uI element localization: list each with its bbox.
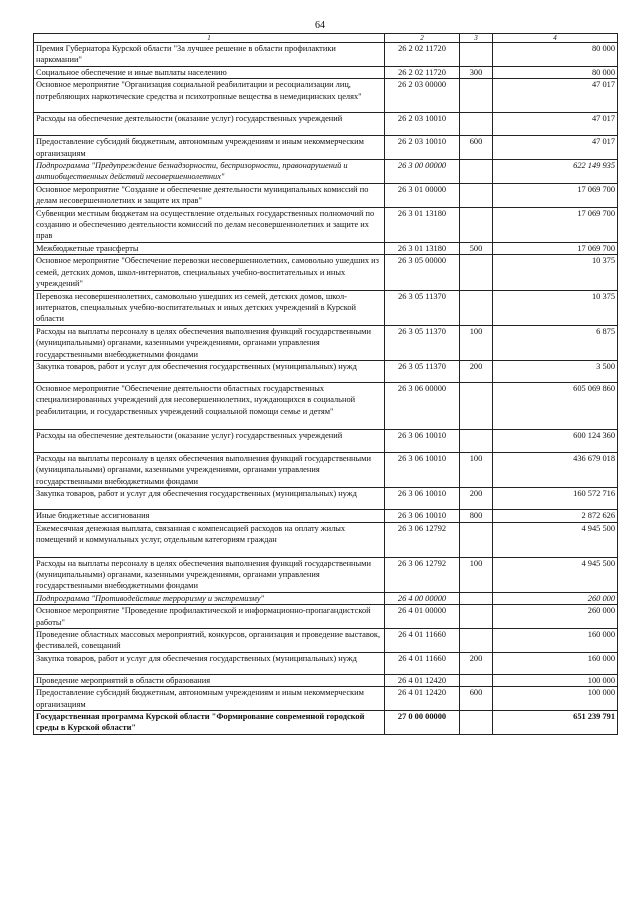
row-vr-cell (460, 207, 493, 242)
row-name-cell: Иные бюджетные ассигнования (34, 510, 385, 522)
row-vr-cell: 600 (460, 136, 493, 160)
table-row (34, 79, 618, 113)
row-name-cell: Закупка товаров, работ и услуг для обеспечения государственных (муниципальных) нужд (34, 488, 385, 510)
table-row (34, 183, 618, 207)
row-vr-cell (460, 592, 493, 604)
row-name-cell: Расходы на выплаты персоналу в целях обеспечения выполнения функций государственными (муниципальными) органами, казенными учреждениями, органами управления государственными внебюджетными фондами (34, 325, 385, 360)
row-code-cell: 26 3 06 10010 (385, 452, 460, 487)
row-sum-cell: 260 000 (493, 605, 618, 629)
row-vr-cell (460, 113, 493, 136)
table-row (34, 136, 618, 160)
row-vr-cell: 100 (460, 557, 493, 592)
row-vr-cell (460, 711, 493, 735)
row-code-cell: 26 3 06 12792 (385, 522, 460, 557)
row-sum-cell: 17 069 700 (493, 242, 618, 254)
table-row (34, 510, 618, 522)
table-row (34, 592, 618, 604)
row-sum-cell: 3 500 (493, 360, 618, 382)
row-vr-cell (460, 43, 493, 67)
row-sum-cell: 160 000 (493, 629, 618, 653)
row-sum-cell: 47 017 (493, 136, 618, 160)
row-code-cell: 27 0 00 00000 (385, 711, 460, 735)
table-row (34, 113, 618, 136)
row-sum-cell: 80 000 (493, 43, 618, 67)
row-sum-cell: 260 000 (493, 592, 618, 604)
row-sum-cell: 6 875 (493, 325, 618, 360)
row-sum-cell: 10 375 (493, 290, 618, 325)
row-name-cell: Премия Губернатора Курской области "За лучшее решение в области профилактики наркомании" (34, 43, 385, 67)
row-vr-cell (460, 522, 493, 557)
row-sum-cell: 80 000 (493, 66, 618, 78)
table-row (34, 605, 618, 629)
row-code-cell: 26 2 03 10010 (385, 113, 460, 136)
column-number: 1 (34, 34, 385, 43)
row-code-cell: 26 2 02 11720 (385, 66, 460, 78)
budget-table (33, 33, 618, 735)
row-vr-cell (460, 79, 493, 113)
table-row (34, 66, 618, 78)
row-vr-cell (460, 382, 493, 429)
row-vr-cell: 200 (460, 652, 493, 674)
row-code-cell: 26 3 00 00000 (385, 160, 460, 184)
row-code-cell: 26 3 06 10010 (385, 488, 460, 510)
row-name-cell: Основное мероприятие "Организация социальной реабилитации и ресоциализации лиц, потребляющих наркотические средства и психотропные вещества в немедицинских целях" (34, 79, 385, 113)
table-row (34, 160, 618, 184)
row-name-cell: Социальное обеспечение и иные выплаты населению (34, 66, 385, 78)
table-row (34, 687, 618, 711)
row-code-cell: 26 4 01 11660 (385, 652, 460, 674)
row-code-cell: 26 3 01 13180 (385, 242, 460, 254)
row-vr-cell (460, 290, 493, 325)
row-name-cell: Основное мероприятие "Обеспечение перевозки несовершеннолетних, самовольно ушедших из семей, детских домов, школ-интернатов, специальных учебно-воспитательных и иных учреждений" (34, 255, 385, 290)
row-name-cell: Проведение областных массовых мероприятий, конкурсов, организация и проведение выставок, фестивалей, совещаний (34, 629, 385, 653)
row-code-cell: 26 4 01 11660 (385, 629, 460, 653)
row-code-cell: 26 3 06 10010 (385, 429, 460, 452)
table-row (34, 382, 618, 429)
row-code-cell: 26 2 03 00000 (385, 79, 460, 113)
row-vr-cell: 200 (460, 488, 493, 510)
row-name-cell: Основное мероприятие "Проведение профилактической и информационно-пропагандистской работы" (34, 605, 385, 629)
table-row (34, 325, 618, 360)
row-name-cell: Расходы на обеспечение деятельности (оказание услуг) государственных учреждений (34, 113, 385, 136)
row-name-cell: Государственная программа Курской области "Формирование современной городской среды в Курской области" (34, 711, 385, 735)
table-row (34, 360, 618, 382)
row-code-cell: 26 2 03 10010 (385, 136, 460, 160)
row-sum-cell: 622 149 935 (493, 160, 618, 184)
row-code-cell: 26 3 01 13180 (385, 207, 460, 242)
row-code-cell: 26 3 05 00000 (385, 255, 460, 290)
row-code-cell: 26 3 05 11370 (385, 325, 460, 360)
row-sum-cell: 100 000 (493, 687, 618, 711)
row-name-cell: Предоставление субсидий бюджетным, автономным учреждениям и иным некоммерческим организациям (34, 136, 385, 160)
table-row (34, 652, 618, 674)
row-sum-cell: 605 069 860 (493, 382, 618, 429)
row-vr-cell (460, 629, 493, 653)
row-name-cell: Проведение мероприятий в области образования (34, 674, 385, 686)
table-row (34, 711, 618, 735)
row-name-cell: Межбюджетные трансферты (34, 242, 385, 254)
row-code-cell: 26 3 05 11370 (385, 290, 460, 325)
column-number: 3 (460, 34, 493, 43)
column-number: 4 (493, 34, 618, 43)
row-name-cell: Перевозка несовершеннолетних, самовольно ушедших из семей, детских домов, школ-интернатов, специальных учебно-воспитательных и иных детских учреждений в Курской области (34, 290, 385, 325)
row-code-cell: 26 4 01 12420 (385, 674, 460, 686)
table-row (34, 452, 618, 487)
row-vr-cell (460, 255, 493, 290)
table-row (34, 429, 618, 452)
row-sum-cell: 100 000 (493, 674, 618, 686)
row-sum-cell: 651 239 791 (493, 711, 618, 735)
row-sum-cell: 600 124 360 (493, 429, 618, 452)
row-vr-cell: 600 (460, 687, 493, 711)
row-code-cell: 26 2 02 11720 (385, 43, 460, 67)
row-code-cell: 26 4 00 00000 (385, 592, 460, 604)
table-row (34, 207, 618, 242)
row-vr-cell: 500 (460, 242, 493, 254)
row-vr-cell: 100 (460, 325, 493, 360)
row-name-cell: Подпрограмма "Противодействие терроризму и экстремизму" (34, 592, 385, 604)
page-number: 64 (315, 20, 325, 31)
column-number: 2 (385, 34, 460, 43)
table-row (34, 43, 618, 67)
row-sum-cell: 47 017 (493, 79, 618, 113)
row-code-cell: 26 3 01 00000 (385, 183, 460, 207)
row-code-cell: 26 3 05 11370 (385, 360, 460, 382)
row-name-cell: Закупка товаров, работ и услуг для обеспечения государственных (муниципальных) нужд (34, 360, 385, 382)
table-row (34, 674, 618, 686)
row-sum-cell: 10 375 (493, 255, 618, 290)
row-sum-cell: 160 000 (493, 652, 618, 674)
row-sum-cell: 17 069 700 (493, 207, 618, 242)
row-name-cell: Предоставление субсидий бюджетным, автономным учреждениям и иным некоммерческим организациям (34, 687, 385, 711)
row-sum-cell: 47 017 (493, 113, 618, 136)
row-vr-cell: 800 (460, 510, 493, 522)
table-row (34, 557, 618, 592)
row-vr-cell: 300 (460, 66, 493, 78)
row-vr-cell (460, 674, 493, 686)
row-name-cell: Расходы на обеспечение деятельности (оказание услуг) государственных учреждений (34, 429, 385, 452)
row-name-cell: Ежемесячная денежная выплата, связанная с компенсацией расходов на оплату жилых помещений и коммунальных услуг, отдельным категориям граждан (34, 522, 385, 557)
row-code-cell: 26 4 01 00000 (385, 605, 460, 629)
row-vr-cell: 200 (460, 360, 493, 382)
row-sum-cell: 436 679 018 (493, 452, 618, 487)
row-vr-cell (460, 605, 493, 629)
row-code-cell: 26 4 01 12420 (385, 687, 460, 711)
row-name-cell: Основное мероприятие "Обеспечение деятельности областных государственных специализированных учреждений для несовершеннолетних, нуждающихся в социальной реабилитации, и государственных учреждений социальной помощи семье и детям" (34, 382, 385, 429)
table-row (34, 488, 618, 510)
row-sum-cell: 4 945 500 (493, 557, 618, 592)
row-code-cell: 26 3 06 00000 (385, 382, 460, 429)
row-name-cell: Расходы на выплаты персоналу в целях обеспечения выполнения функций государственными (муниципальными) органами, казенными учреждениями, органами управления государственными внебюджетными фондами (34, 557, 385, 592)
row-name-cell: Расходы на выплаты персоналу в целях обеспечения выполнения функций государственными (муниципальными) органами, казенными учреждениями, органами управления государственными внебюджетными фондами (34, 452, 385, 487)
row-name-cell: Субвенции местным бюджетам на осуществление отдельных государственных полномочий по созданию и обеспечению деятельности комиссий по делам несовершеннолетних и защите их прав (34, 207, 385, 242)
row-sum-cell: 17 069 700 (493, 183, 618, 207)
row-sum-cell: 2 872 626 (493, 510, 618, 522)
row-sum-cell: 160 572 716 (493, 488, 618, 510)
row-vr-cell: 100 (460, 452, 493, 487)
row-name-cell: Закупка товаров, работ и услуг для обеспечения государственных (муниципальных) нужд (34, 652, 385, 674)
table-row (34, 290, 618, 325)
row-vr-cell (460, 183, 493, 207)
column-number-row (34, 34, 618, 43)
row-code-cell: 26 3 06 10010 (385, 510, 460, 522)
table-row (34, 255, 618, 290)
table-row (34, 629, 618, 653)
row-name-cell: Подпрограмма "Предупреждение безнадзорности, беспризорности, правонарушений и антиобщественных действий несовершеннолетних" (34, 160, 385, 184)
row-code-cell: 26 3 06 12792 (385, 557, 460, 592)
row-name-cell: Основное мероприятие "Создание и обеспечение деятельности муниципальных комиссий по делам несовершеннолетних и защите их прав" (34, 183, 385, 207)
table-row (34, 522, 618, 557)
row-sum-cell: 4 945 500 (493, 522, 618, 557)
table-row (34, 242, 618, 254)
row-vr-cell (460, 429, 493, 452)
row-vr-cell (460, 160, 493, 184)
